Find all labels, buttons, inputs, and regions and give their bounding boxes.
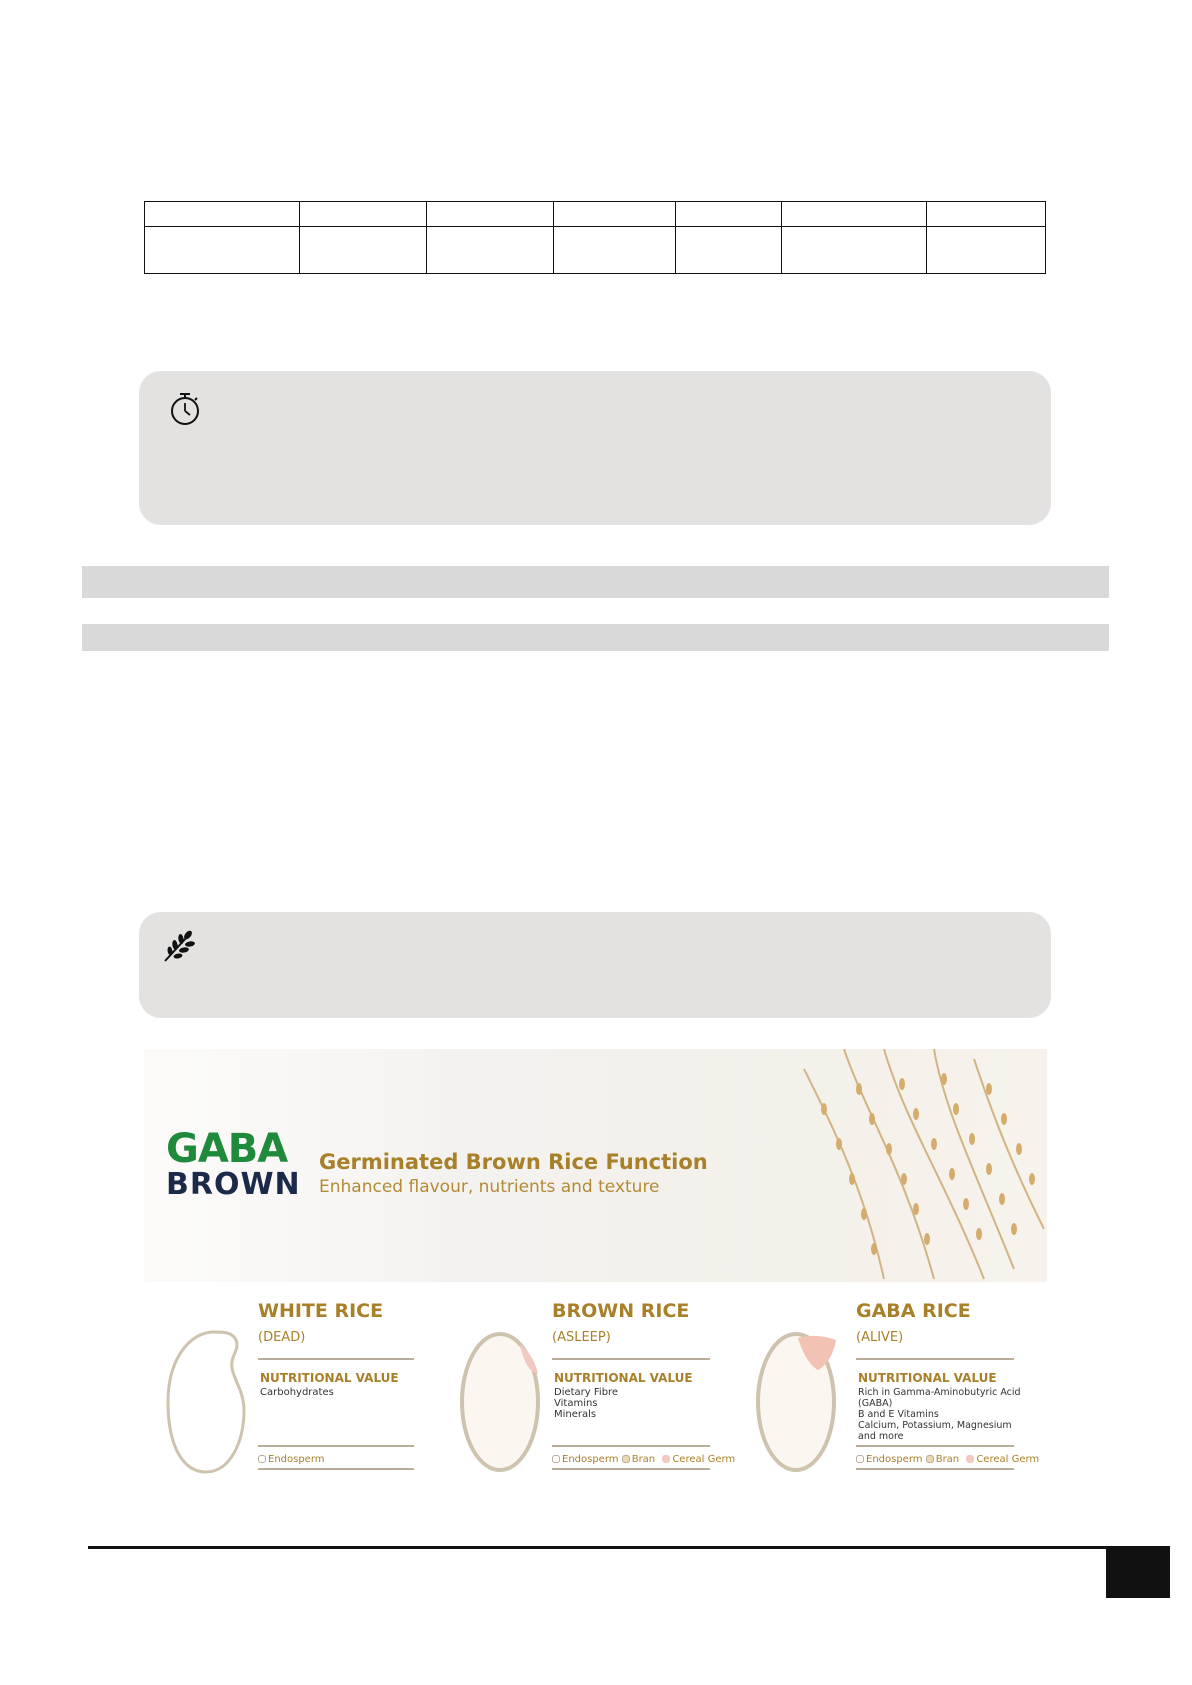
table-cell xyxy=(782,202,927,227)
footer-rule xyxy=(88,1546,1110,1549)
legend-item: Endosperm xyxy=(268,1454,325,1465)
brown-rice-grain xyxy=(458,1330,542,1474)
legend xyxy=(856,1454,1039,1465)
legend-item: Endosperm xyxy=(562,1454,619,1465)
logo-line2: BROWN xyxy=(166,1167,301,1202)
table-cell xyxy=(145,202,300,227)
table-cell xyxy=(427,202,554,227)
gaba-rice-grain xyxy=(754,1330,838,1474)
nutrition-heading: NUTRITIONAL VALUE xyxy=(260,1371,399,1385)
legend xyxy=(552,1454,735,1465)
table-cell xyxy=(554,227,676,274)
divider xyxy=(552,1445,710,1447)
grain-callout xyxy=(139,912,1051,1018)
nutrition-heading: NUTRITIONAL VALUE xyxy=(858,1371,997,1385)
bran-dot-icon xyxy=(622,1455,630,1463)
divider xyxy=(258,1358,414,1360)
nutrition-item: Rich in Gamma-Aminobutyric Acid (GABA) xyxy=(858,1387,1021,1409)
rice-state: (ASLEEP) xyxy=(552,1330,611,1345)
stopwatch-icon xyxy=(167,391,203,427)
legend xyxy=(258,1454,325,1465)
endosperm-dot-icon xyxy=(856,1455,864,1463)
table-cell xyxy=(927,202,1046,227)
nutrition-heading: NUTRITIONAL VALUE xyxy=(554,1371,693,1385)
nutrition-item: B and E Vitamins xyxy=(858,1409,939,1420)
divider xyxy=(856,1468,1014,1470)
nutrition-item: Dietary Fibre xyxy=(554,1387,619,1398)
white-rice-grain xyxy=(164,1330,248,1474)
bran-dot-icon xyxy=(926,1455,934,1463)
wheat-icon xyxy=(161,928,197,964)
empty-table xyxy=(144,201,1046,274)
nutrition-item: and more xyxy=(858,1431,904,1442)
table-cell xyxy=(927,227,1046,274)
white-rice-panel xyxy=(164,1300,454,1480)
nutrition-item: Carbohydrates xyxy=(260,1387,334,1398)
brown-rice-panel xyxy=(458,1300,748,1480)
section-bar xyxy=(82,624,1109,651)
legend-item: Endosperm xyxy=(866,1454,923,1465)
table-cell xyxy=(554,202,676,227)
endosperm-dot-icon xyxy=(552,1455,560,1463)
divider xyxy=(258,1445,414,1447)
divider xyxy=(552,1358,710,1360)
legend-item: Cereal Germ xyxy=(976,1454,1040,1465)
rice-state: (DEAD) xyxy=(258,1330,306,1345)
gaba-brown-logo xyxy=(166,1126,301,1202)
nutrition-list xyxy=(260,1387,334,1398)
rice-state: (ALIVE) xyxy=(856,1330,904,1345)
cereal-germ-dot-icon xyxy=(662,1455,670,1463)
section-bar xyxy=(82,566,1109,598)
table-cell xyxy=(782,227,927,274)
nutrition-item: Calcium, Potassium, Magnesium xyxy=(858,1420,1012,1431)
cereal-germ-dot-icon xyxy=(966,1455,974,1463)
divider xyxy=(552,1468,710,1470)
legend-item: Bran xyxy=(631,1454,656,1465)
nutrition-list xyxy=(858,1387,1044,1442)
divider xyxy=(258,1468,414,1470)
divider xyxy=(856,1358,1014,1360)
gaba-rice-panel xyxy=(754,1300,1044,1480)
table-cell xyxy=(427,227,554,274)
nutrition-item: Vitamins xyxy=(554,1398,598,1409)
banner-title: Germinated Brown Rice Function xyxy=(319,1150,708,1174)
logo-line1: GABA xyxy=(166,1126,288,1172)
rice-name: WHITE RICE xyxy=(258,1300,384,1322)
divider xyxy=(856,1445,1014,1447)
nutrition-list xyxy=(554,1387,618,1420)
gaba-banner xyxy=(144,1049,1047,1282)
rice-name: GABA RICE xyxy=(856,1300,971,1322)
page-number-box xyxy=(1106,1546,1170,1598)
rice-name: BROWN RICE xyxy=(552,1300,690,1322)
legend-item: Cereal Germ xyxy=(672,1454,736,1465)
table-cell xyxy=(676,227,782,274)
table-cell xyxy=(300,202,427,227)
endosperm-dot-icon xyxy=(258,1455,266,1463)
nutrition-item: Minerals xyxy=(554,1409,597,1420)
timer-callout xyxy=(139,371,1051,525)
banner-subtitle: Enhanced flavour, nutrients and texture xyxy=(319,1177,660,1197)
table-cell xyxy=(676,202,782,227)
table-cell xyxy=(300,227,427,274)
table-cell xyxy=(145,227,300,274)
legend-item: Bran xyxy=(935,1454,960,1465)
